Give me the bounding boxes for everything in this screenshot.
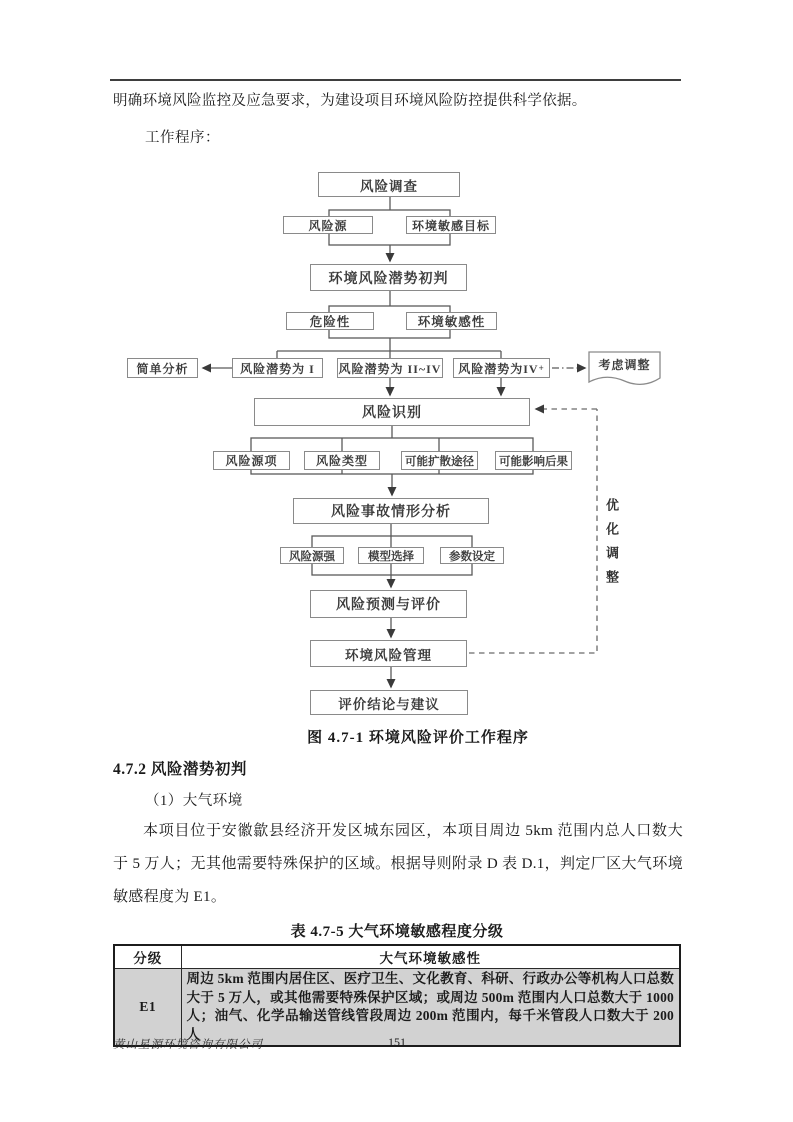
flow-node-consequence: 可能影响后果: [495, 451, 572, 470]
flow-node-model-selection: 模型选择: [358, 547, 424, 564]
body-paragraph: 本项目位于安徽歙县经济开发区城东园区，本项目周边 5km 范围内总人口数大于 5 万人；无其他需要特殊保护的区域。根据导则附录 D 表 D.1，判定厂区大气环境敏感程度为 E1。: [113, 823, 683, 905]
header-sensitivity: 大气环境敏感性: [181, 945, 680, 969]
description-cell: 周边 5km 范围内居住区、医疗卫生、文化教育、科研、行政办公等机构人口总数大于 5 万人，或其他需要特殊保护区域；或周边 500m 范围内人口总数大于 1000 人；油气、化学品输送管线管段周边 200m 范围内，每千米管段人口数大于 200 人: [181, 969, 680, 1047]
flow-node-scenario-analysis: 风险事故情形分析: [293, 498, 489, 524]
figure-caption: 图 4.7-1 环境风险评价工作程序: [307, 730, 529, 746]
flow-node-initial-judgement: 环境风险潜势初判: [310, 264, 467, 291]
flow-node-simple-analysis: 简单分析: [127, 358, 198, 378]
flow-node-consider-adjust: 考虑调整: [598, 358, 651, 372]
section-heading: 4.7.2 风险潜势初判: [113, 761, 247, 778]
intro-paragraph: 明确环境风险监控及应急要求，为建设项目环境风险防控提供科学依据。: [113, 93, 587, 109]
flow-node-risk-source: 风险源: [283, 216, 373, 234]
flow-node-prediction: 风险预测与评价: [310, 590, 467, 618]
potential-4plus-text: 风险潜势为IV: [458, 361, 539, 376]
flow-node-env-sensitivity: 环境敏感性: [406, 312, 497, 330]
flow-node-diffusion-path: 可能扩散途径: [401, 451, 478, 470]
flow-node-hazard: 危险性: [286, 312, 374, 330]
feedback-loop-label: 优化调整: [604, 498, 619, 594]
flow-node-potential-2-4: 风险潜势为 II~IV: [337, 358, 443, 378]
flow-node-management: 环境风险管理: [310, 640, 467, 667]
flow-node-env-target: 环境敏感目标: [406, 216, 496, 234]
flow-node-risk-type: 风险类型: [304, 451, 380, 470]
flow-node-source-item: 风险源项: [213, 451, 290, 470]
footer-page-number: 151: [388, 1035, 406, 1049]
table-title: 表 4.7-5 大气环境敏感程度分级: [290, 924, 504, 940]
flow-node-potential-4plus: 风险潜势为IV +: [453, 358, 550, 378]
flow-node-potential-1: 风险潜势为 I: [232, 358, 323, 378]
sensitivity-table: [113, 944, 681, 1047]
header-rule: [110, 79, 681, 81]
header-grade: 分级: [114, 945, 181, 969]
subsection-heading: （1）大气环境: [145, 793, 243, 809]
grade-cell: E1: [114, 969, 181, 1047]
flow-node-parameter-setting: 参数设定: [440, 547, 504, 564]
flow-node-survey: 风险调查: [318, 172, 460, 197]
table-header-row: [114, 945, 680, 969]
flow-node-conclusion: 评价结论与建议: [310, 690, 468, 715]
procedure-label: 工作程序：: [145, 130, 220, 146]
flow-node-source-strength: 风险源强: [280, 547, 344, 564]
footer-company-name: 黄山星源环境咨询有限公司: [113, 1039, 263, 1051]
flow-node-identification: 风险识别: [254, 398, 530, 426]
